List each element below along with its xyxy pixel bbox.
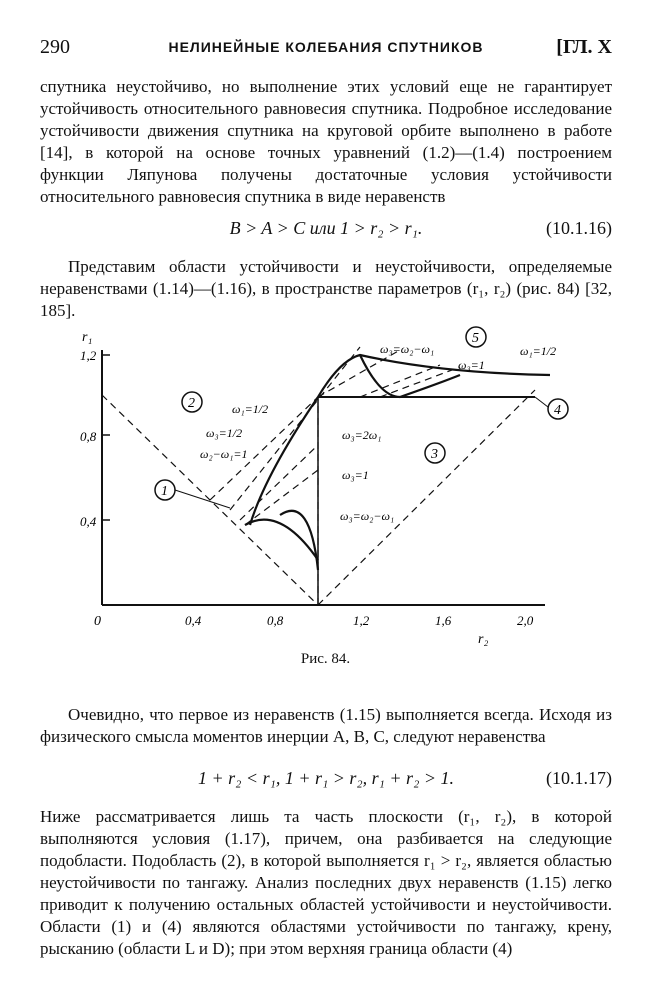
x-tick-0-8: 0,8 [267,613,284,628]
label-w3-1-top: ω₃=1 [458,358,485,372]
label-w1-half: ω₁=1/2 [232,402,269,416]
label-w1-half-top: ω₁=1/2 [520,344,557,358]
paragraph-1: спутника неустойчиво, но выполнение этих условий еще не гарантирует устойчивость относительного равновесия спутника. Подробное исследование устойчивости движения спутника на круговой орбите выполнено в работе [14], в которой на основе точных уравнений (1.2)—(1.4) построением функции Ляпунова получены достаточные условия устойчивости относительного равновесия спутника в виде неравенств [40,77,612,206]
x-tick-0-4: 0,4 [185,613,202,628]
page-header [40,36,612,60]
x-axis-label: r₂ [478,632,489,647]
paragraph-4: Ниже рассматривается лишь та часть плоскости (r₁, r₂), в которой выполняются условия (1.17), причем, она разбивается на следующие подобласти. Подобласть (2), в которой выполняется r₁ > r₂, является областью неустойчивости по тангажу. Анализ последних двух неравенств (1.15) легко приводит к получению остальных областей устойчивости и неустойчивости. Области (1) и (4) являются областями устойчивости по тангажу, крену, рысканию (области L и D); при этом верхняя граница области (4) [40,807,612,958]
x-tick-1-6: 1,6 [435,613,452,628]
label-w3-1: ω₃=1 [342,468,369,482]
figure-caption: Рис. 84. [300,651,351,667]
region-1-label: 1 [161,484,168,499]
y-tick-0-8: 0,8 [80,429,97,444]
region-5-label: 5 [472,331,479,346]
equation-10-1-17 [40,768,612,792]
x-tick-1-2: 1,2 [353,613,370,628]
paragraph-3: Очевидно, что первое из неравенств (1.15) выполняется всегда. Исходя из физического смысла моментов инерции A, B, C, следуют неравенства [40,705,612,746]
figure-84 [80,325,560,645]
y-tick-0-4: 0,4 [80,514,97,529]
label-w3-w2w1-low: ω₃=ω₂−ω₁ [340,509,395,523]
label-w3-half: ω₃=1/2 [206,426,243,440]
equation-number: (10.1.16) [546,218,612,238]
equation-10-1-16 [40,218,612,242]
equation-body: B > A > C или 1 > r₂ > r₁. [229,218,423,238]
region-3-label: 3 [431,447,438,462]
equation-number-2: (10.1.17) [546,768,612,788]
x-tick-2-0: 2,0 [517,613,534,628]
label-w3-2w1: ω₃=2ω₁ [342,428,382,442]
running-title: НЕЛИНЕЙНЫЕ КОЛЕБАНИЯ СПУТНИКОВ [168,39,484,55]
y-tick-1-2: 1,2 [80,348,97,363]
chapter-label: [ГЛ. X [556,36,612,58]
label-w2-w1: ω₂−ω₁=1 [200,447,248,461]
region-2-label: 2 [188,396,195,411]
region-4-label: 4 [554,403,561,418]
label-w3-w2w1-top: ω₃=ω₂−ω₁ [380,342,435,356]
page-number: 290 [40,36,70,58]
origin-label: 0 [94,614,101,629]
equation-body-2: 1 + r₂ < r₁, 1 + r₁ > r₂, r₁ + r₂ > 1. [198,768,454,788]
paragraph-2: Представим области устойчивости и неустойчивости, определяемые неравенствами (1.14)—(1.16), в пространстве параметров (r₁, r₂) (рис. 84) [32, 185]. [40,257,612,320]
y-axis-label: r₁ [82,330,93,345]
